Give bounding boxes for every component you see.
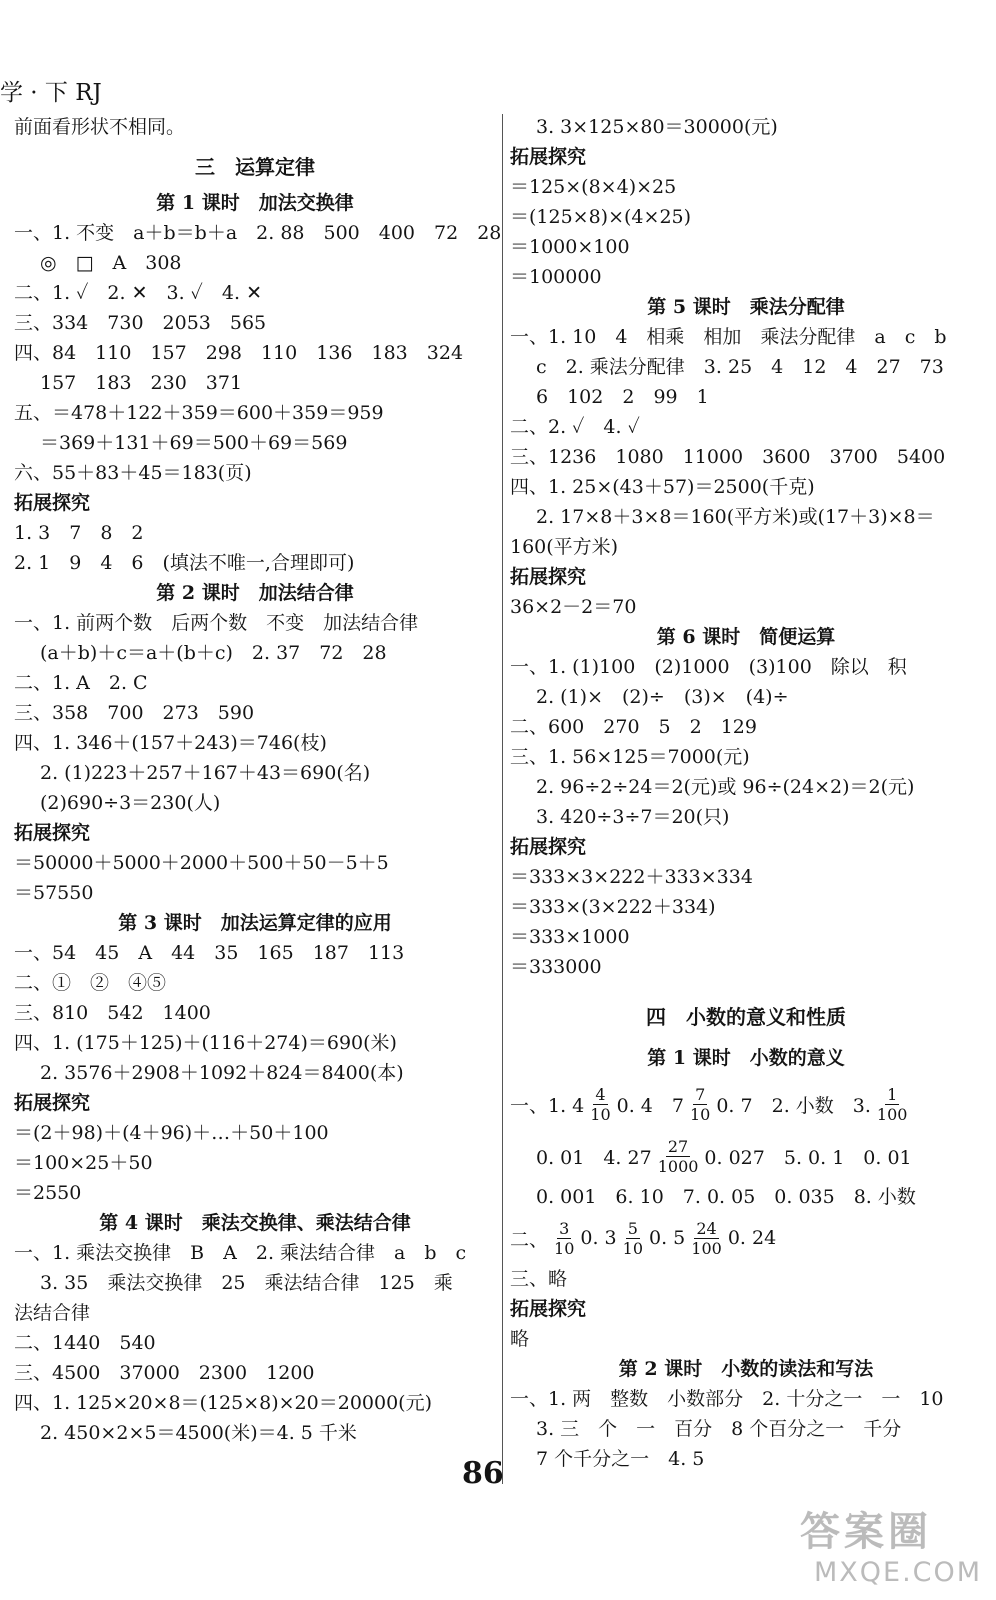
answer-line: ＝369＋131＋69＝500＋69＝569 [40, 432, 348, 454]
answer-line: 一、1. 前两个数 后两个数 不变 加法结合律 [14, 612, 419, 634]
text-segment: 0. 7 2. 小数 3. [716, 1094, 871, 1117]
answer-line: ＝125×(8×4)×25 [510, 176, 677, 198]
answer-line: ＝333000 [510, 956, 602, 978]
extension-heading: 拓展探究 [510, 1298, 587, 1320]
answer-line: 3. 三 个 一 百分 8 个百分之一 千分 [536, 1418, 902, 1440]
unit-title: 四 小数的意义和性质 [646, 1005, 846, 1029]
text-segment: 二、 [510, 1228, 549, 1251]
answer-line: 三、1. 56×125＝7000(元) [510, 746, 750, 768]
answer-line: 四、1. (175＋125)＋(116＋274)＝690(米) [14, 1032, 397, 1054]
fraction [590, 1085, 610, 1124]
answer-line: 略 [510, 1328, 530, 1350]
lesson-title: 第 1 课时 小数的意义 [647, 1047, 845, 1069]
extension-heading: 拓展探究 [14, 1092, 91, 1114]
denominator: 10 [689, 1104, 711, 1124]
text-segment: 0. 24 [727, 1227, 777, 1249]
answer-line: 一、1. (1)100 (2)1000 (3)100 除以 积 [510, 656, 907, 678]
page-number: 86 [462, 1456, 504, 1491]
answer-line [510, 1130, 982, 1182]
answer-line: 6 102 2 99 1 [536, 386, 709, 408]
answer-line: ＝100000 [510, 266, 602, 288]
answer-line: 2. (1)223＋257＋167＋43＝690(名) [40, 762, 371, 784]
answer-line: 36×2－2＝70 [510, 596, 637, 618]
text-segment: 0. 027 5. 0. 1 0. 01 [704, 1146, 912, 1169]
answer-line: 3. 420÷3÷7＝20(只) [536, 806, 730, 828]
answer-line: 2. (1)× (2)÷ (3)× (4)÷ [536, 686, 789, 708]
right-column [510, 112, 982, 1474]
answer-line: 一、1. 两 整数 小数部分 2. 十分之一 一 10 [510, 1388, 944, 1410]
answer-line: 160(平方米) [510, 536, 619, 558]
answer-line [510, 1212, 982, 1264]
answer-line: 三、4500 37000 2300 1200 [14, 1362, 315, 1384]
denominator: 10 [622, 1238, 643, 1258]
answer-line: 二、1440 540 [14, 1332, 156, 1354]
answer-line: ＝100×25＋50 [14, 1152, 153, 1174]
answer-line: 2. 1 9 4 6 (填法不唯一,合理即可) [14, 552, 355, 574]
answer-line: c 2. 乘法分配律 3. 25 4 12 4 27 73 [536, 356, 944, 378]
denominator: 100 [876, 1104, 908, 1124]
lesson-title: 第 2 课时 加法结合律 [156, 582, 354, 604]
left-column [14, 112, 502, 1448]
answer-line: 四、1. 346＋(157＋243)＝746(枝) [14, 732, 327, 754]
column-divider [502, 114, 503, 1484]
answer-line: 3. 3×125×80＝30000(元) [536, 116, 778, 138]
numerator: 3 [559, 1218, 570, 1238]
answer-line: ＝50000＋5000＋2000＋500＋50－5＋5 [14, 852, 389, 874]
lesson-title: 第 2 课时 小数的读法和写法 [618, 1358, 874, 1380]
numerator: 1 [887, 1084, 898, 1104]
answer-line: 3. 35 乘法交换律 25 乘法结合律 125 乘 [40, 1272, 453, 1294]
answer-line: ＝1000×100 [510, 236, 630, 258]
fraction [877, 1085, 908, 1124]
extension-heading: 拓展探究 [510, 566, 587, 588]
answer-line: 一、1. 10 4 相乘 相加 乘法分配律 a c b [510, 326, 947, 348]
fraction [554, 1219, 574, 1258]
answer-line: 0. 001 6. 10 7. 0. 05 0. 035 8. 小数 [536, 1186, 916, 1208]
answer-line: (2)690÷3＝230(人) [40, 792, 221, 814]
fraction [658, 1137, 699, 1176]
text-segment: 一、1. 4 [510, 1094, 585, 1117]
answer-line: 2. 450×2×5＝4500(米)＝4. 5 千米 [40, 1422, 357, 1444]
answer-line: 六、55＋83＋45＝183(页) [14, 462, 252, 484]
watermark-text: 答案圈 [800, 1509, 932, 1555]
text-segment: 0. 3 [580, 1227, 617, 1249]
answer-line: 二、600 270 5 2 129 [510, 716, 757, 738]
answer-line: ＝2550 [14, 1182, 82, 1204]
answer-line: 2. 96÷2÷24＝2(元)或 96÷(24×2)＝2(元) [536, 776, 915, 798]
text-line: 前面看形状不相同。 [14, 116, 186, 138]
answer-line: 三、1236 1080 11000 3600 3700 5400 [510, 446, 946, 468]
answer-line: 四、84 110 157 298 110 136 183 324 [14, 342, 464, 364]
answer-line: 四、1. 125×20×8＝(125×8)×20＝20000(元) [14, 1392, 433, 1414]
lesson-title: 第 5 课时 乘法分配律 [647, 296, 845, 318]
answer-line: 三、略 [510, 1268, 568, 1290]
text-segment: 0. 5 [649, 1227, 686, 1249]
answer-line [510, 1078, 982, 1130]
numerator: 24 [696, 1218, 717, 1238]
answer-line: 一、54 45 A 44 35 165 187 113 [14, 942, 405, 964]
lesson-title: 第 6 课时 简便运算 [656, 626, 836, 648]
fraction [691, 1219, 722, 1258]
watermark-logo [800, 1500, 990, 1596]
answer-line: 一、1. 不变 a＋b＝b＋a 2. 88 500 400 72 28 [14, 222, 502, 244]
answer-line: ◎ □ A 308 [40, 252, 182, 274]
lesson-title: 第 1 课时 加法交换律 [156, 192, 354, 214]
answer-line: 二、1. ✓ 2. ✕ 3. ✓ 4. ✕ [14, 282, 263, 304]
denominator: 100 [691, 1238, 722, 1258]
answer-line: ＝333×(3×222＋334) [510, 896, 716, 918]
extension-heading: 拓展探究 [510, 146, 587, 168]
answer-line: 五、＝478＋122＋359＝600＋359＝959 [14, 402, 384, 424]
answer-line: 三、358 700 273 590 [14, 702, 255, 724]
fraction [623, 1219, 643, 1258]
denominator: 10 [554, 1238, 575, 1258]
numerator: 4 [595, 1084, 606, 1104]
text-segment: 0. 4 7 [616, 1094, 684, 1117]
answer-line: 2. 3576＋2908＋1092＋824＝8400(本) [40, 1062, 404, 1084]
answer-line: 三、334 730 2053 565 [14, 312, 267, 334]
answer-line: ＝333×1000 [510, 926, 630, 948]
answer-line: (a＋b)＋c＝a＋(b＋c) 2. 37 72 28 [40, 642, 387, 664]
fraction [690, 1085, 710, 1124]
answer-line: ＝333×3×222＋333×334 [510, 866, 753, 888]
denominator: 10 [590, 1104, 611, 1124]
numerator: 5 [627, 1218, 638, 1238]
answer-line: 1. 3 7 8 2 [14, 522, 144, 544]
extension-heading: 拓展探究 [510, 836, 587, 858]
denominator: 1000 [657, 1156, 699, 1176]
answer-line: 三、810 542 1400 [14, 1002, 211, 1024]
lesson-title: 第 4 课时 乘法交换律、乘法结合律 [99, 1212, 411, 1234]
answer-line: 二、1. A 2. C [14, 672, 148, 694]
answer-line: ＝57550 [14, 882, 94, 904]
numerator: 27 [667, 1136, 689, 1156]
unit-title: 三 运算定律 [195, 155, 315, 179]
text-segment: 0. 01 4. 27 [536, 1146, 652, 1169]
answer-line: 一、1. 乘法交换律 B A 2. 乘法结合律 a b c [14, 1242, 467, 1264]
page-header: 学 · 下 RJ [0, 80, 102, 106]
extension-heading: 拓展探究 [14, 822, 91, 844]
answer-line: 7 个千分之一 4. 5 [536, 1448, 705, 1470]
answer-line: 二、① ② ④⑤ [14, 972, 167, 994]
answer-line: 法结合律 [14, 1302, 91, 1324]
numerator: 7 [695, 1084, 706, 1104]
lesson-title: 第 3 课时 加法运算定律的应用 [118, 912, 392, 934]
answer-line: 四、1. 25×(43＋57)＝2500(千克) [510, 476, 815, 498]
answer-line: 157 183 230 371 [40, 372, 243, 394]
answer-line: ＝(125×8)×(4×25) [510, 206, 692, 228]
answer-line: 2. 17×8＋3×8＝160(平方米)或(17＋3)×8＝ [536, 506, 935, 528]
answer-line: 二、2. ✓ 4. ✓ [510, 416, 640, 438]
extension-heading: 拓展探究 [14, 492, 91, 514]
answer-line: ＝(2＋98)＋(4＋96)＋…＋50＋100 [14, 1122, 329, 1144]
watermark-url: MXQE.COM [814, 1557, 983, 1588]
